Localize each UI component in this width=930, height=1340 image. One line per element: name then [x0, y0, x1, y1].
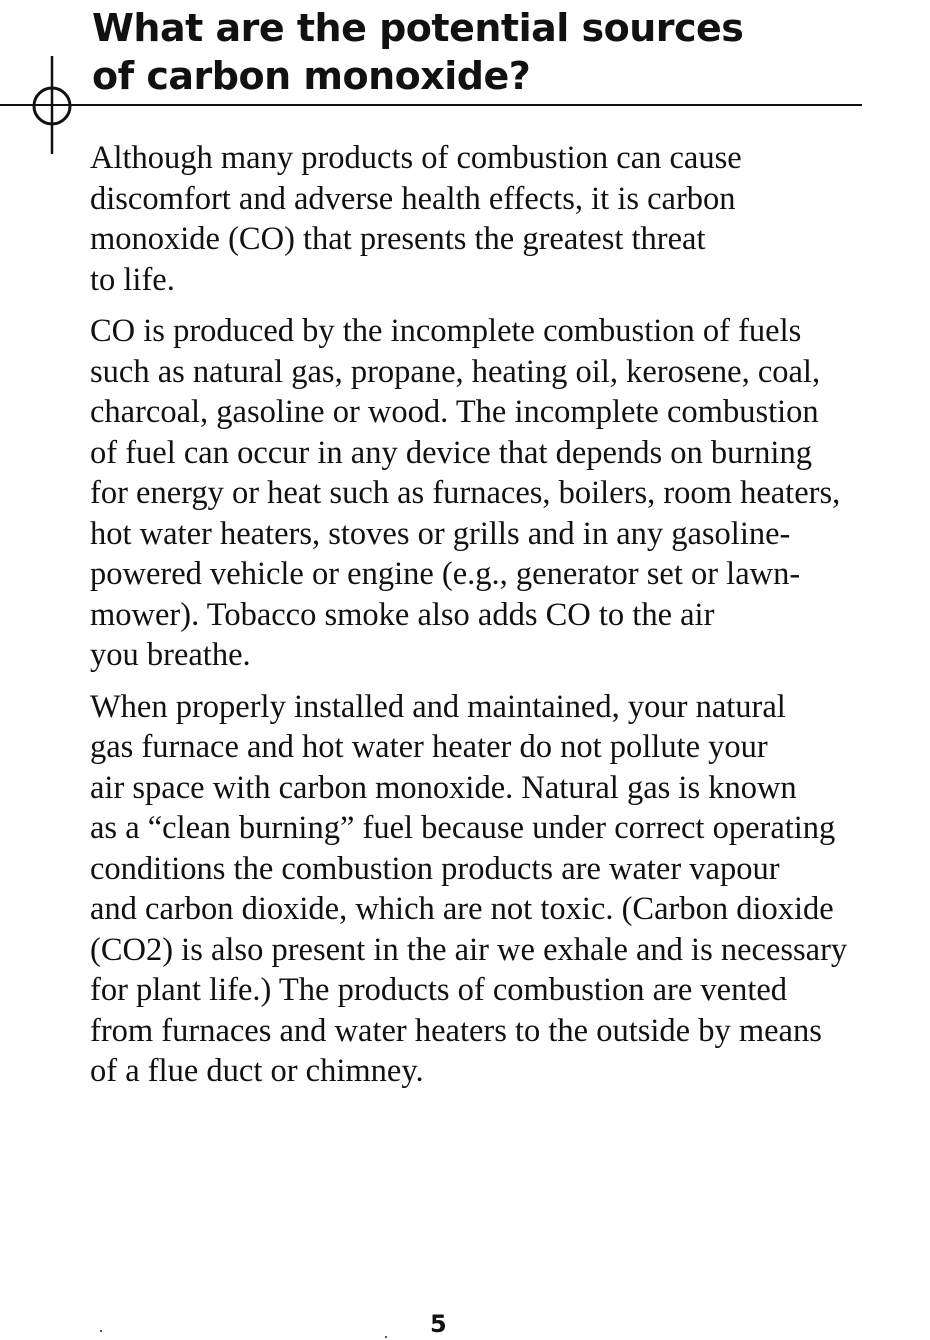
- page-title-line-2: of carbon monoxide?: [92, 54, 531, 98]
- heading-rule: [0, 104, 862, 106]
- registration-crosshair-icon: [18, 56, 88, 156]
- text-line: When properly installed and maintained, your natural: [90, 688, 786, 725]
- text-line: such as natural gas, propane, heating oil, kerosene, coal,: [90, 353, 821, 390]
- text-line: gas furnace and hot water heater do not pollute your: [90, 729, 768, 765]
- paragraph-2: [90, 311, 900, 676]
- text-line: for energy or heat such as furnaces, boilers, room heaters,: [90, 475, 841, 511]
- text-line: hot water heaters, stoves or grills and in any gasoline-: [90, 515, 791, 552]
- text-line: from furnaces and water heaters to the outside by means: [90, 1012, 822, 1049]
- text-line: you breathe.: [90, 637, 251, 673]
- page-number: 5: [430, 1310, 447, 1338]
- text-line: air space with carbon monoxide. Natural gas is known: [90, 769, 797, 806]
- text-line: of fuel can occur in any device that depends on burning: [90, 434, 812, 471]
- text-line: monoxide (CO) that presents the greatest threat: [90, 221, 706, 257]
- text-line: to life.: [90, 261, 175, 298]
- scan-speck: [385, 1336, 387, 1338]
- text-line: (CO2) is also present in the air we exhale and is necessary: [90, 931, 848, 968]
- text-line: conditions the combustion products are water vapour: [90, 850, 780, 887]
- text-line: discomfort and adverse health effects, it is carbon: [90, 180, 736, 217]
- text-line: powered vehicle or engine (e.g., generator set or lawn-: [90, 556, 801, 592]
- scan-speck: [100, 1330, 102, 1332]
- page-title: [92, 4, 743, 100]
- text-line: for plant life.) The products of combustion are vented: [90, 972, 788, 1008]
- text-line: mower). Tobacco smoke also adds CO to the air: [90, 596, 715, 633]
- text-line: charcoal, gasoline or wood. The incomplete combustion: [90, 394, 819, 430]
- page-title-line-1: What are the potential sources: [92, 6, 744, 50]
- text-line: Although many products of combustion can cause: [90, 140, 742, 176]
- text-line: as a “clean burning” fuel because under correct operating: [90, 810, 836, 846]
- text-line: and carbon dioxide, which are not toxic. (Carbon dioxide: [90, 891, 834, 927]
- text-line: of a flue duct or chimney.: [90, 1053, 424, 1089]
- body-text: [90, 138, 900, 1103]
- text-line: CO is produced by the incomplete combustion of fuels: [90, 313, 802, 349]
- paragraph-3: [90, 687, 900, 1092]
- paragraph-1: [90, 138, 900, 300]
